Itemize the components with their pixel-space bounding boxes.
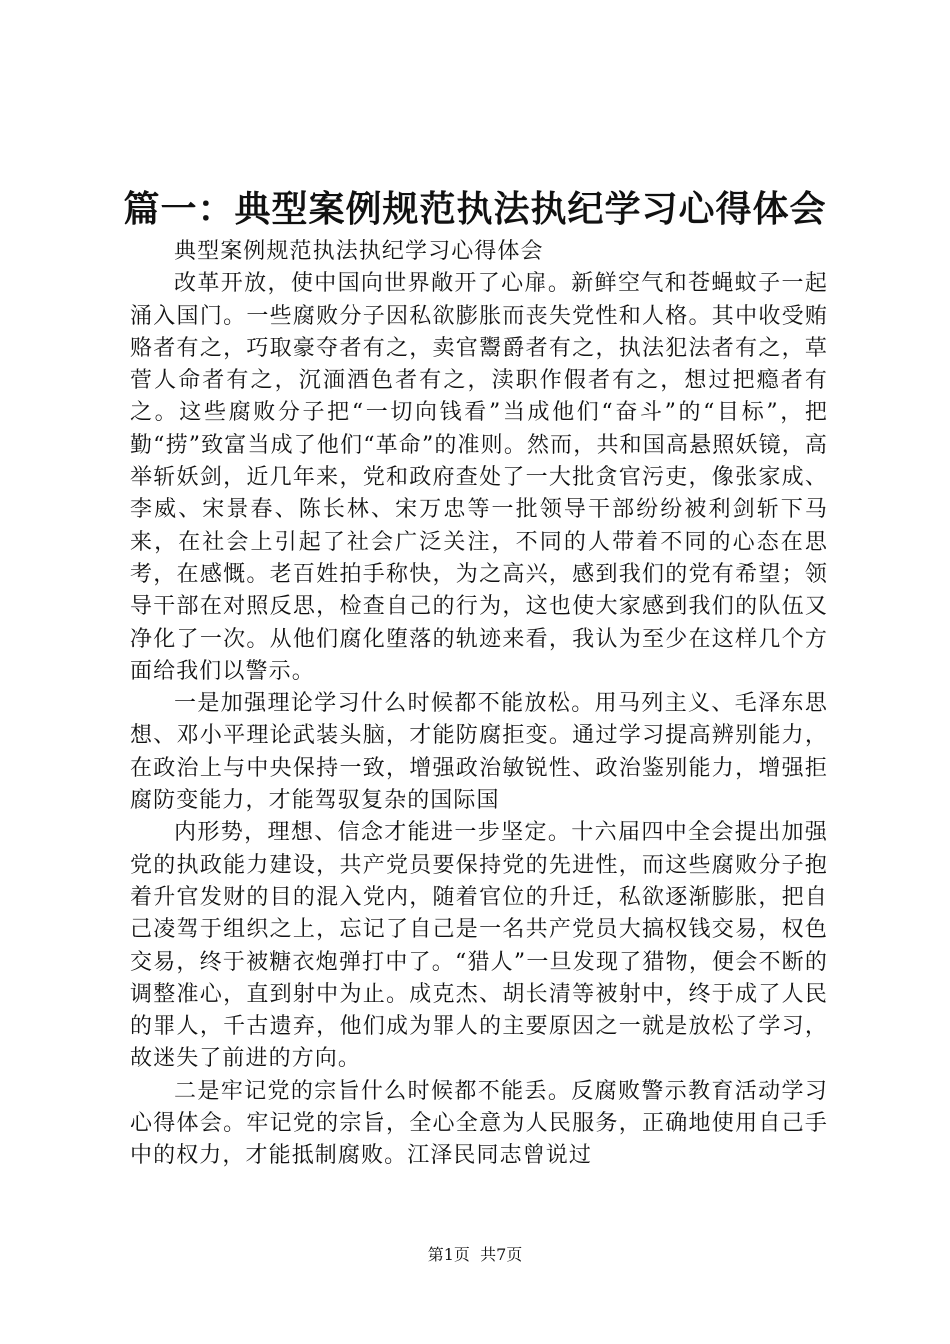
paragraph-point-one: 一是加强理论学习什么时候都不能放松。用马列主义、毛泽东思想、邓小平理论武装头脑，才能防腐拒变。通过学习提高辨别能力，在政治上与中央保持一致，增强政治敏锐性、政治鉴别能力，增强拒腐防变能力，才能驾驭复杂的国际国 xyxy=(130,691,828,814)
page-footer xyxy=(0,1245,950,1265)
paragraph-subtitle: 典型案例规范执法执纪学习心得体会 xyxy=(174,239,544,264)
paragraph-point-two: 二是牢记党的宗旨什么时候都不能丢。反腐败警示教育活动学习心得体会。牢记党的宗旨，全心全意为人民服务，正确地使用自己手中的权力，才能抵制腐败。江泽民同志曾说过 xyxy=(130,1078,828,1169)
paragraph-intro: 改革开放，使中国向世界敞开了心扉。新鲜空气和苍蝇蚊子一起涌入国门。一些腐败分子因私欲膨胀而丧失党性和人格。其中收受贿赂者有之，巧取豪夺者有之，卖官鬻爵者有之，执法犯法者有之，草菅人命者有之，沉湎酒色者有之，渎职作假者有之，想过把瘾者有之。这些腐败分子把“一切向钱看”当成他们“奋斗”的“目标”，把勤“捞”致富当成了他们“革命”的准则。然而，共和国高悬照妖镜，高举斩妖剑，近几年来，党和政府查处了一大批贪官污吏，像张家成、李威、宋景春、陈长林、宋万忠等一批领导干部纷纷被利剑斩下马来，在社会上引起了社会广泛关注，不同的人带着不同的心态在思考，在感慨。老百姓拍手称快，为之高兴，感到我们的党有希望；领导干部在对照反思，检查自己的行为，这也使大家感到我们的队伍又净化了一次。从他们腐化堕落的轨迹来看，我认为至少在这样几个方面给我们以警示。 xyxy=(130,271,828,684)
paragraph-point-one-continued: 内形势，理想、信念才能进一步坚定。十六届四中全会提出加强党的执政能力建设，共产党员要保持党的先进性，而这些腐败分子抱着升官发财的目的混入党内，随着官位的升迁，私欲逐渐膨胀，把自己凌驾于组织之上，忘记了自己是一名共产党员大搞权钱交易，权色交易，终于被糖衣炮弹打中了。“猎人”一旦发现了猎物，便会不断的调整准心，直到射中为止。成克杰、胡长清等被射中，终于成了人民的罪人，千古遗弃，他们成为罪人的主要原因之一就是放松了学习，故迷失了前进的方向。 xyxy=(130,820,828,1072)
document-body xyxy=(130,236,828,1173)
page-number-label: 第1页 共7页 xyxy=(427,1245,523,1264)
document-title: 篇一：典型案例规范执法执纪学习心得体会 xyxy=(123,188,827,230)
